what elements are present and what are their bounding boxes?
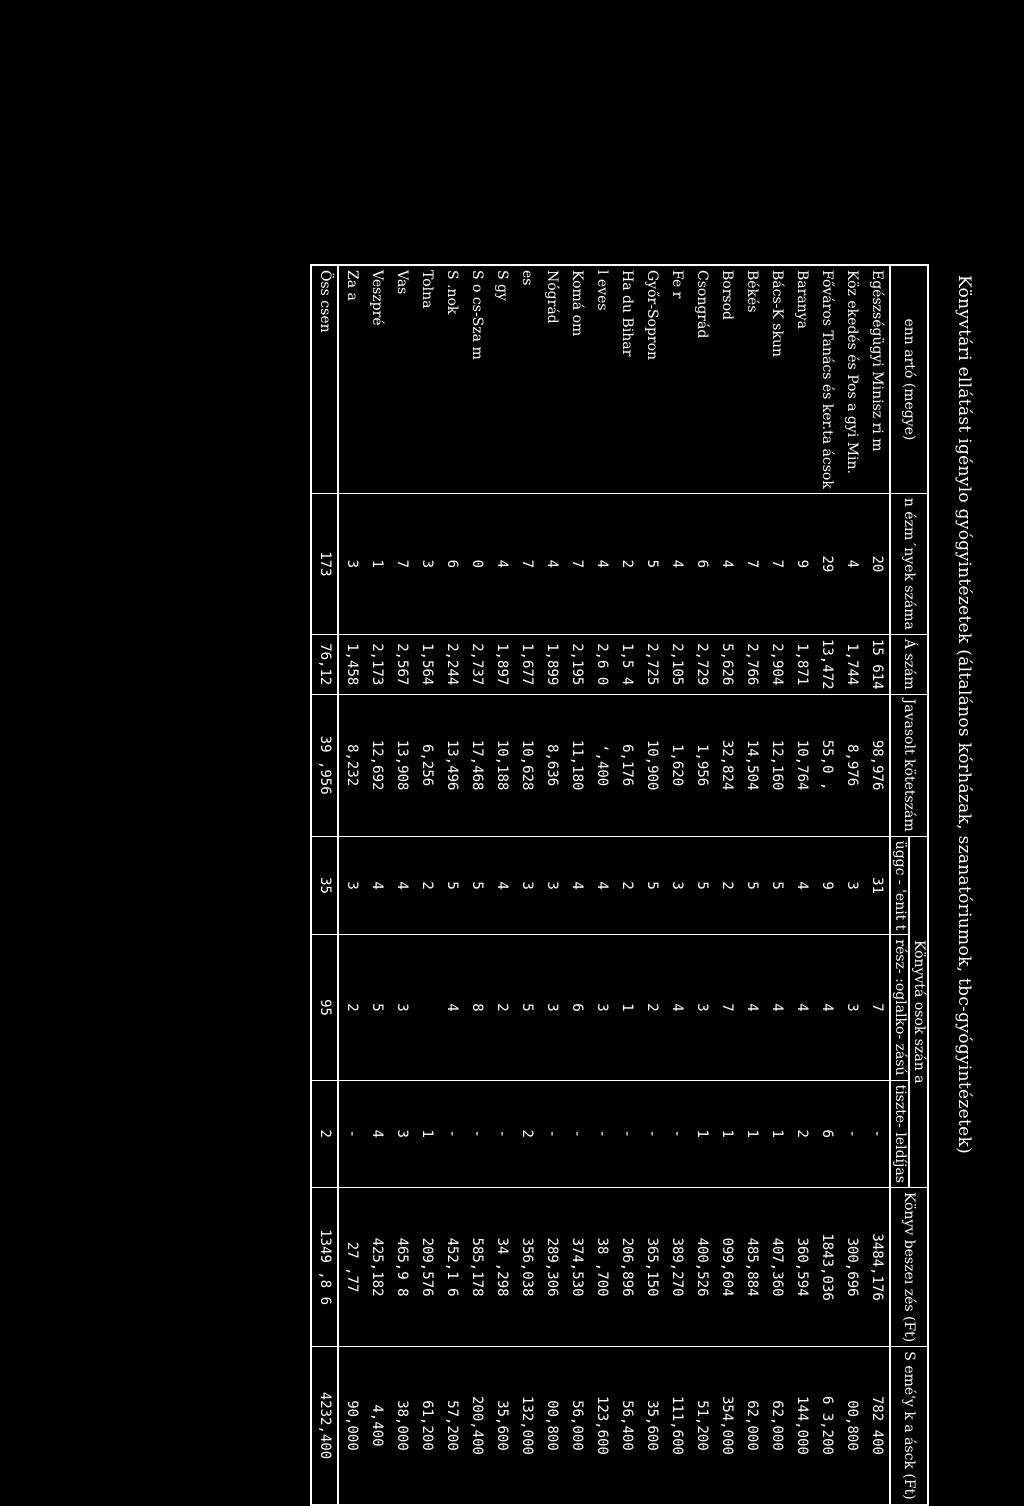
total-row [311, 265, 338, 1505]
row-book-purchase-cell: 374,530 [564, 1187, 589, 1346]
table-row [539, 265, 564, 1505]
table-row [564, 265, 589, 1505]
row-honorary-cell: 1 [714, 1080, 739, 1187]
row-parttime-cell: 8 [464, 935, 489, 1080]
row-book-purchase-cell: 099,604 [714, 1187, 739, 1346]
row-staff-costs-cell: 4,400 [364, 1347, 389, 1505]
table-row [464, 265, 489, 1505]
row-parttime-cell: 2 [338, 935, 364, 1080]
row-honorary-cell: - [864, 1080, 890, 1187]
row-fulltime-cell: 4 [389, 836, 414, 935]
row-honorary-cell: 3 [389, 1080, 414, 1187]
row-staff-costs-cell: 00,800 [839, 1347, 864, 1505]
row-institutions-cell: 7 [514, 493, 539, 634]
row-parttime-cell: 4 [764, 935, 789, 1080]
row-volumes-cell: 11,180 [564, 694, 589, 836]
row-fulltime-cell: 5 [439, 836, 464, 935]
row-volumes-cell: 12,692 [364, 694, 389, 836]
row-beds-cell: 2,105 [664, 634, 689, 694]
row-book-purchase-cell: 452,1 6 [439, 1187, 464, 1346]
row-honorary-cell: - [614, 1080, 639, 1187]
table-row [689, 265, 714, 1505]
row-fulltime-cell: 3 [839, 836, 864, 935]
row-institutions-cell: 4 [839, 493, 864, 634]
row-parttime-cell: 5 [364, 935, 389, 1080]
row-beds-cell: 2,244 [439, 634, 464, 694]
row-staff-costs-cell: 62,000 [764, 1347, 789, 1505]
row-parttime-cell: 7 [864, 935, 890, 1080]
row-beds-cell: 1,899 [539, 634, 564, 694]
row-beds-cell: 5,626 [714, 634, 739, 694]
row-institutions-cell: 5 [639, 493, 664, 634]
row-volumes-cell: 13,496 [439, 694, 464, 836]
header-institutions: n ézm´nyek száma [890, 493, 928, 634]
row-beds-cell: 2,737 [464, 634, 489, 694]
row-honorary-cell: 1 [764, 1080, 789, 1187]
row-institutions-cell: 0 [464, 493, 489, 634]
header-county: enn artó (megye) [890, 265, 928, 493]
row-book-purchase-cell: 356,038 [514, 1187, 539, 1346]
row-volumes-cell: 32,824 [714, 694, 739, 836]
row-fulltime-cell: 5 [639, 836, 664, 935]
row-staff-costs-cell: 782 400 [864, 1347, 890, 1505]
row-institutions-cell: 3 [338, 493, 364, 634]
row-staff-costs-cell: 4232,400 [311, 1347, 338, 1505]
row-county-cell: Főváros Tanács és ker.ta ácsok [814, 265, 839, 493]
row-volumes-cell: 8,232 [338, 694, 364, 836]
row-county-cell: Tolna [414, 265, 439, 493]
row-institutions-cell: 7 [764, 493, 789, 634]
row-institutions-cell: 7 [739, 493, 764, 634]
row-book-purchase-cell: 3484,176 [864, 1187, 890, 1346]
row-honorary-cell: - [439, 1080, 464, 1187]
table-row [439, 265, 464, 1505]
row-parttime-cell: 5 [514, 935, 539, 1080]
row-parttime-cell: 7 [714, 935, 739, 1080]
row-fulltime-cell: 9 [814, 836, 839, 935]
row-beds-cell: 2,729 [689, 634, 714, 694]
row-volumes-cell: 98,976 [864, 694, 890, 836]
row-staff-costs-cell: 132,000 [514, 1347, 539, 1505]
row-fulltime-cell: 4 [364, 836, 389, 935]
row-book-purchase-cell: 38 ,700 [589, 1187, 614, 1346]
table-row [639, 265, 664, 1505]
row-fulltime-cell: 3 [664, 836, 689, 935]
row-book-purchase-cell: 485,884 [739, 1187, 764, 1346]
row-staff-costs-cell: 35,600 [489, 1347, 514, 1505]
row-institutions-cell: 4 [664, 493, 689, 634]
header-volumes: Javasolt kötetszám [890, 694, 928, 836]
table-row [364, 265, 389, 1505]
row-fulltime-cell: 2 [614, 836, 639, 935]
row-beds-cell: 15 614 [864, 634, 890, 694]
row-fulltime-cell: 4 [789, 836, 814, 935]
row-parttime-cell: 3 [689, 935, 714, 1080]
row-book-purchase-cell: 465,9 8 [389, 1187, 414, 1346]
row-staff-costs-cell: 6 3,200 [814, 1347, 839, 1505]
row-book-purchase-cell: 34 ,298 [489, 1187, 514, 1346]
table-row [664, 265, 689, 1505]
row-parttime-cell: 4 [814, 935, 839, 1080]
row-book-purchase-cell: 27 ,77 [338, 1187, 364, 1346]
row-parttime-cell: 2 [489, 935, 514, 1080]
row-institutions-cell: 3 [414, 493, 439, 634]
row-fulltime-cell: 4 [589, 836, 614, 935]
row-honorary-cell: 1 [739, 1080, 764, 1187]
row-book-purchase-cell: 300,696 [839, 1187, 864, 1346]
row-beds-cell: 2,6 0 [589, 634, 614, 694]
row-county-cell: Komá om [564, 265, 589, 493]
row-book-purchase-cell: 365,150 [639, 1187, 664, 1346]
row-county-cell: es [514, 265, 539, 493]
row-county-cell: Nógrád [539, 265, 564, 493]
row-honorary-cell: - [839, 1080, 864, 1187]
row-volumes-cell: 55,0 , [814, 694, 839, 836]
row-fulltime-cell: 3 [539, 836, 564, 935]
row-honorary-cell: 2 [514, 1080, 539, 1187]
row-fulltime-cell: 5 [689, 836, 714, 935]
row-staff-costs-cell: 62,000 [739, 1347, 764, 1505]
row-county-cell: Öss csen [311, 265, 338, 493]
row-honorary-cell: 1 [689, 1080, 714, 1187]
row-county-cell: Bács-K skun [764, 265, 789, 493]
row-staff-costs-cell: 61,200 [414, 1347, 439, 1505]
table-row [589, 265, 614, 1505]
table-row [764, 265, 789, 1505]
row-beds-cell: 2,173 [364, 634, 389, 694]
row-county-cell: Veszpré [364, 265, 389, 493]
row-fulltime-cell: 2 [714, 836, 739, 935]
row-institutions-cell: 20 [864, 493, 890, 634]
header-beds: Á szám [890, 634, 928, 694]
row-fulltime-cell: 4 [489, 836, 514, 935]
row-beds-cell: 1,458 [338, 634, 364, 694]
row-beds-cell: 1,5 4 [614, 634, 639, 694]
row-institutions-cell: 7 [564, 493, 589, 634]
row-county-cell: Győr-Sopron [639, 265, 664, 493]
row-honorary-cell: 2 [789, 1080, 814, 1187]
row-staff-costs-cell: 144,000 [789, 1347, 814, 1505]
header-book-purchase: Könyv beszeı zés (Ft) [890, 1187, 928, 1346]
row-institutions-cell: 7 [389, 493, 414, 634]
row-fulltime-cell: 3 [514, 836, 539, 935]
row-county-cell: Köz ekedés és Pos a gyi Min. [839, 265, 864, 493]
row-fulltime-cell: 5 [464, 836, 489, 935]
row-volumes-cell: 39 ,956 [311, 694, 338, 836]
row-staff-costs-cell: 200,400 [464, 1347, 489, 1505]
row-staff-costs-cell: 123,600 [589, 1347, 614, 1505]
row-book-purchase-cell: 389,270 [664, 1187, 689, 1346]
table-row [839, 265, 864, 1505]
row-honorary-cell: - [539, 1080, 564, 1187]
row-beds-cell: 2,766 [739, 634, 764, 694]
row-beds-cell: 2,195 [564, 634, 589, 694]
row-beds-cell: 1,871 [789, 634, 814, 694]
table-row [414, 265, 439, 1505]
row-institutions-cell: 2 [614, 493, 639, 634]
row-honorary-cell: - [664, 1080, 689, 1187]
header-parttime: rész- :oglalko- zású [890, 935, 909, 1080]
row-parttime-cell: 4 [439, 935, 464, 1080]
row-institutions-cell: 29 [814, 493, 839, 634]
row-beds-cell: 13,472 [814, 634, 839, 694]
row-parttime-cell: 3 [539, 935, 564, 1080]
row-volumes-cell: 13,908 [389, 694, 414, 836]
row-institutions-cell: 6 [689, 493, 714, 634]
row-beds-cell: 1,744 [839, 634, 864, 694]
row-fulltime-cell: 31 [864, 836, 890, 935]
row-fulltime-cell: 3 [338, 836, 364, 935]
table-row [714, 265, 739, 1505]
row-fulltime-cell: 35 [311, 836, 338, 935]
row-staff-costs-cell: 57,200 [439, 1347, 464, 1505]
row-parttime-cell: 3 [589, 935, 614, 1080]
row-book-purchase-cell: 209,576 [414, 1187, 439, 1346]
row-parttime-cell: 3 [389, 935, 414, 1080]
row-institutions-cell: 9 [789, 493, 814, 634]
row-volumes-cell: 10,188 [489, 694, 514, 836]
row-book-purchase-cell: 425,182 [364, 1187, 389, 1346]
table-row [514, 265, 539, 1505]
table-row [739, 265, 764, 1505]
row-book-purchase-cell: 360,594 [789, 1187, 814, 1346]
row-honorary-cell: 2 [311, 1080, 338, 1187]
row-county-cell: Csongrád [689, 265, 714, 493]
row-book-purchase-cell: 1349 ,8 6 [311, 1187, 338, 1346]
row-fulltime-cell: 5 [739, 836, 764, 935]
row-volumes-cell: 10,900 [639, 694, 664, 836]
row-parttime-cell [414, 935, 439, 1080]
row-staff-costs-cell: 111,600 [664, 1347, 689, 1505]
row-honorary-cell: - [338, 1080, 364, 1187]
table-row [389, 265, 414, 1505]
row-staff-costs-cell: 90,000 [338, 1347, 364, 1505]
header-honorary: tiszte- leldíjas [890, 1080, 909, 1187]
row-book-purchase-cell: 289,306 [539, 1187, 564, 1346]
row-county-cell: S gy [489, 265, 514, 493]
row-staff-costs-cell: 00,800 [539, 1347, 564, 1505]
table-row [489, 265, 514, 1505]
row-volumes-cell: 8,636 [539, 694, 564, 836]
row-book-purchase-cell: 400,526 [689, 1187, 714, 1346]
row-volumes-cell: 10,764 [789, 694, 814, 836]
row-beds-cell: 2,725 [639, 634, 664, 694]
row-county-cell: S o cs-Sza m [464, 265, 489, 493]
row-staff-costs-cell: 354,000 [714, 1347, 739, 1505]
row-institutions-cell: 4 [589, 493, 614, 634]
row-honorary-cell: - [589, 1080, 614, 1187]
row-county-cell: Békés [739, 265, 764, 493]
row-county-cell: l eves [589, 265, 614, 493]
row-county-cell: Egészségügyi Minisz ri m [864, 265, 890, 493]
row-volumes-cell: 6,176 [614, 694, 639, 836]
row-staff-costs-cell: 38,000 [389, 1347, 414, 1505]
row-staff-costs-cell: 51,200 [689, 1347, 714, 1505]
row-volumes-cell: ʻ,400 [589, 694, 614, 836]
row-book-purchase-cell: 407,360 [764, 1187, 789, 1346]
header-fulltime: üggc - 'enit t [890, 836, 909, 935]
row-staff-costs-cell: 56,000 [564, 1347, 589, 1505]
row-institutions-cell: 1 [364, 493, 389, 634]
row-volumes-cell: 6,256 [414, 694, 439, 836]
row-institutions-cell: 173 [311, 493, 338, 634]
table-row [864, 265, 890, 1505]
row-institutions-cell: 4 [539, 493, 564, 634]
row-county-cell: Vas [389, 265, 414, 493]
row-volumes-cell: 12,160 [764, 694, 789, 836]
row-honorary-cell: - [489, 1080, 514, 1187]
row-county-cell: Fe r [664, 265, 689, 493]
institutions-table [310, 264, 929, 1506]
header-librarians-group: Könyvtá osok szán a [909, 836, 928, 1187]
row-parttime-cell: 1 [614, 935, 639, 1080]
row-book-purchase-cell: 585,178 [464, 1187, 489, 1346]
row-parttime-cell: 4 [739, 935, 764, 1080]
row-institutions-cell: 6 [439, 493, 464, 634]
row-volumes-cell: 8,976 [839, 694, 864, 836]
row-parttime-cell: 95 [311, 935, 338, 1080]
table-row [614, 265, 639, 1505]
table-row [789, 265, 814, 1505]
row-beds-cell: 1,897 [489, 634, 514, 694]
row-fulltime-cell: 5 [764, 836, 789, 935]
row-parttime-cell: 3 [839, 935, 864, 1080]
row-beds-cell: 76,12 [311, 634, 338, 694]
row-honorary-cell: 6 [814, 1080, 839, 1187]
row-staff-costs-cell: 35,600 [639, 1347, 664, 1505]
row-parttime-cell: 2 [639, 935, 664, 1080]
row-book-purchase-cell: 1843,036 [814, 1187, 839, 1346]
row-parttime-cell: 4 [789, 935, 814, 1080]
header-staff-costs: S emé'y k a ásck (Ft) [890, 1347, 928, 1505]
row-honorary-cell: 4 [364, 1080, 389, 1187]
document-title: Könyvtári ellátást igénylo gyógyintézetek (általános kórházak, szanatóriumok, tbc-gyógyintézetek) [954, 275, 974, 1155]
row-beds-cell: 1,677 [514, 634, 539, 694]
row-honorary-cell: - [564, 1080, 589, 1187]
row-beds-cell: 1,564 [414, 634, 439, 694]
row-fulltime-cell: 4 [564, 836, 589, 935]
row-volumes-cell: 14,504 [739, 694, 764, 836]
table-row [814, 265, 839, 1505]
row-volumes-cell: 10,628 [514, 694, 539, 836]
row-county-cell: S .nok [439, 265, 464, 493]
row-institutions-cell: 4 [714, 493, 739, 634]
row-institutions-cell: 4 [489, 493, 514, 634]
row-beds-cell: 2,904 [764, 634, 789, 694]
row-fulltime-cell: 2 [414, 836, 439, 935]
table-row [338, 265, 364, 1505]
row-honorary-cell: - [639, 1080, 664, 1187]
row-honorary-cell: - [464, 1080, 489, 1187]
row-county-cell: Za a [338, 265, 364, 493]
row-book-purchase-cell: 206,896 [614, 1187, 639, 1346]
row-beds-cell: 2,567 [389, 634, 414, 694]
row-honorary-cell: 1 [414, 1080, 439, 1187]
row-county-cell: Ha du Bihar [614, 265, 639, 493]
row-parttime-cell: 6 [564, 935, 589, 1080]
row-parttime-cell: 4 [664, 935, 689, 1080]
row-volumes-cell: 1,620 [664, 694, 689, 836]
row-volumes-cell: 1,956 [689, 694, 714, 836]
row-volumes-cell: 17,468 [464, 694, 489, 836]
row-county-cell: Borsod [714, 265, 739, 493]
row-staff-costs-cell: 56,400 [614, 1347, 639, 1505]
row-county-cell: Baranya [789, 265, 814, 493]
